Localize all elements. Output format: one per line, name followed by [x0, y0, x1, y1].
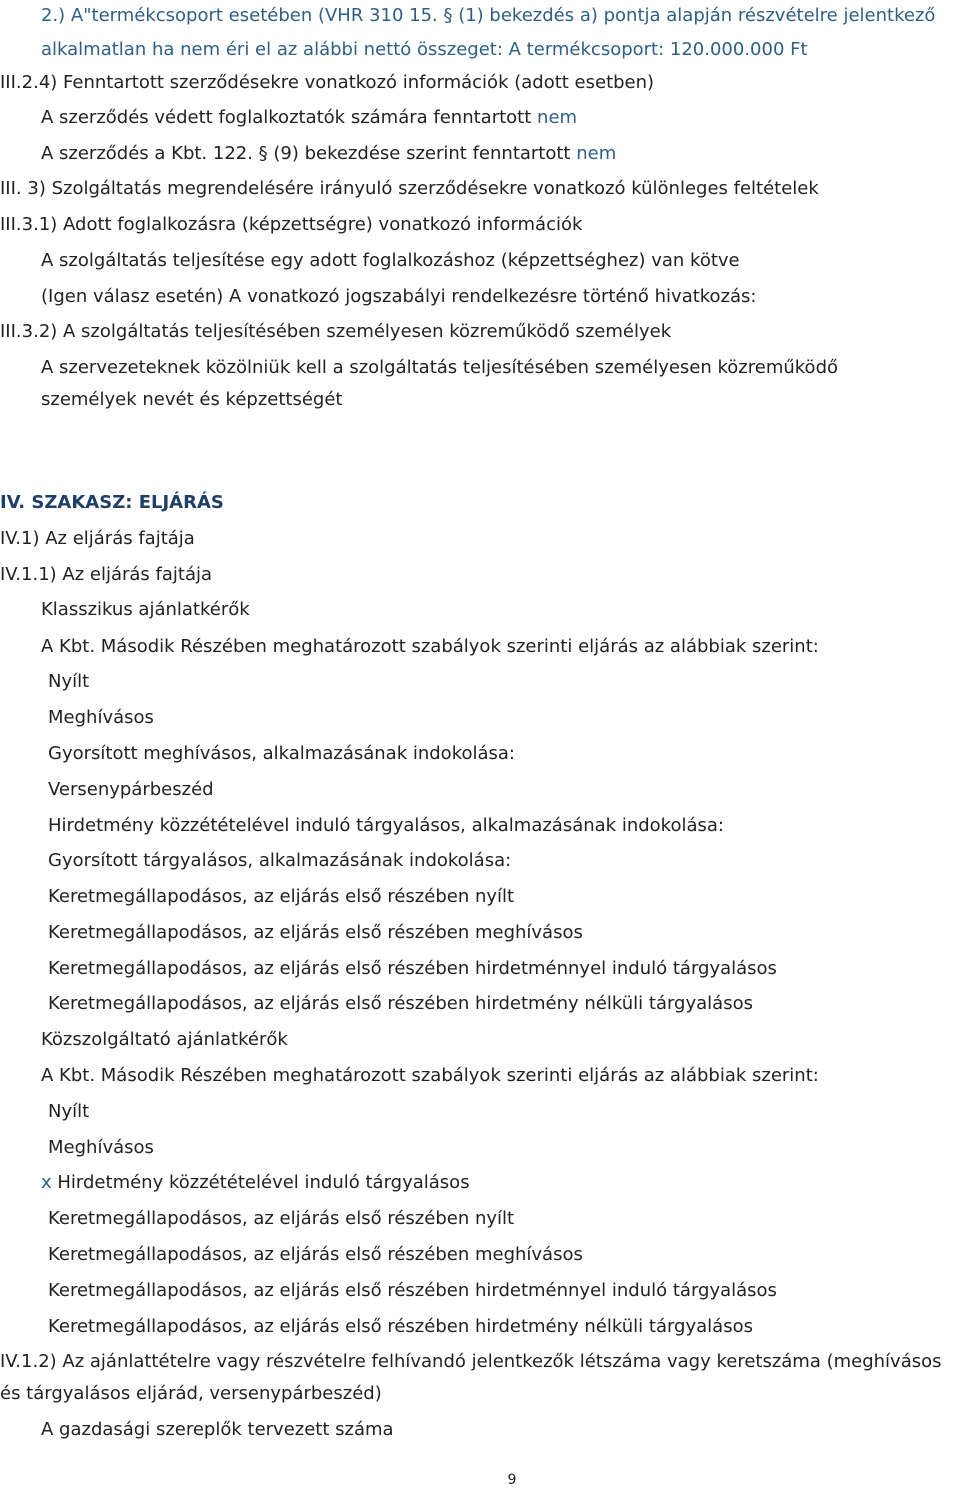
- section-4-1-2-heading-line-1: IV.1.2) Az ajánlattételre vagy részvételre felhívandó jelentkezők létszáma vagy keretszáma (meghívásos: [0, 1351, 942, 1372]
- reserved-row-1: [41, 106, 577, 130]
- section-3-3-2-heading: III.3.2) A szolgáltatás teljesítésében személyesen közreműködő személyek: [0, 321, 672, 342]
- classic-item: Meghívásos: [48, 707, 154, 728]
- reserved-row-2-label: A szerződés a Kbt. 122. § (9) bekezdése szerint fenntartott: [41, 143, 571, 164]
- section-3-3-1-line-2: (Igen válasz esetén) A vonatkozó jogszabályi rendelkezésre történő hivatkozás:: [41, 286, 757, 307]
- selected-mark: x: [41, 1172, 52, 1193]
- utility-item: Meghívásos: [48, 1137, 154, 1158]
- section-3-2-4-heading: III.2.4) Fenntartott szerződésekre vonatkozó információk (adott esetben): [0, 72, 655, 93]
- section-4-1-2-value: A gazdasági szereplők tervezett száma: [41, 1419, 394, 1440]
- page-number: 9: [507, 1472, 517, 1488]
- classic-item: Gyorsított meghívásos, alkalmazásának indokolása:: [48, 743, 515, 764]
- utility-contracting-heading: Közszolgáltató ajánlatkérők: [41, 1029, 288, 1050]
- section-3-3-2-line-1: A szervezeteknek közölniük kell a szolgáltatás teljesítésében személyesen közreműködő: [41, 357, 839, 378]
- reserved-row-2: [41, 142, 616, 166]
- classic-item: Keretmegállapodásos, az eljárás első részében meghívásos: [48, 922, 583, 943]
- utility-intro: A Kbt. Második Részében meghatározott szabályok szerinti eljárás az alábbiak szerint:: [41, 1065, 819, 1086]
- section-4-1-2-heading-line-2: és tárgyalásos eljárád, versenypárbeszéd): [0, 1383, 382, 1404]
- utility-item: Nyílt: [48, 1101, 90, 1122]
- classic-item: Nyílt: [48, 671, 90, 692]
- intro-line-2: alkalmatlan ha nem éri el az alábbi nettó összeget: A termékcsoport: 120.000.000 Ft: [41, 39, 808, 60]
- classic-item: Keretmegállapodásos, az eljárás első részében hirdetménnyel induló tárgyalásos: [48, 958, 777, 979]
- utility-item: Keretmegállapodásos, az eljárás első részében nyílt: [48, 1208, 515, 1229]
- classic-item: Keretmegállapodásos, az eljárás első részében hirdetmény nélküli tárgyalásos: [48, 993, 753, 1014]
- section-4-title: IV. SZAKASZ: ELJÁRÁS: [0, 492, 224, 513]
- utility-item-label: Hirdetmény közzétételével induló tárgyalásos: [57, 1172, 470, 1193]
- section-3-3-2-line-2: személyek nevét és képzettségét: [41, 389, 343, 410]
- classic-item: Hirdetmény közzétételével induló tárgyalásos, alkalmazásának indokolása:: [48, 815, 724, 836]
- reserved-row-1-label: A szerződés védett foglalkoztatók számára fenntartott: [41, 107, 532, 128]
- classic-contracting-heading: Klasszikus ajánlatkérők: [41, 599, 250, 620]
- utility-item: Keretmegállapodásos, az eljárás első részében meghívásos: [48, 1244, 583, 1265]
- intro-line-1: 2.) A"termékcsoport esetében (VHR 310 15. § (1) bekezdés a) pontja alapján részvételre jelentkező: [41, 5, 936, 26]
- utility-item-selected: [41, 1171, 470, 1195]
- utility-item: Keretmegállapodásos, az eljárás első részében hirdetmény nélküli tárgyalásos: [48, 1316, 753, 1337]
- section-3-3-1-line-1: A szolgáltatás teljesítése egy adott foglalkozáshoz (képzettséghez) van kötve: [41, 250, 740, 271]
- classic-item: Gyorsított tárgyalásos, alkalmazásának indokolása:: [48, 850, 512, 871]
- section-4-1-heading: IV.1) Az eljárás fajtája: [0, 528, 195, 549]
- reserved-row-1-value: nem: [537, 107, 578, 128]
- classic-item: Versenypárbeszéd: [48, 779, 214, 800]
- utility-item: Keretmegállapodásos, az eljárás első részében hirdetménnyel induló tárgyalásos: [48, 1280, 777, 1301]
- section-3-3-heading: III. 3) Szolgáltatás megrendelésére irányuló szerződésekre vonatkozó különleges feltételek: [0, 178, 819, 199]
- classic-intro: A Kbt. Második Részében meghatározott szabályok szerinti eljárás az alábbiak szerint:: [41, 636, 819, 657]
- classic-item: Keretmegállapodásos, az eljárás első részében nyílt: [48, 886, 515, 907]
- section-4-1-1-heading: IV.1.1) Az eljárás fajtája: [0, 564, 213, 585]
- reserved-row-2-value: nem: [576, 143, 617, 164]
- section-3-3-1-heading: III.3.1) Adott foglalkozásra (képzettségre) vonatkozó információk: [0, 214, 583, 235]
